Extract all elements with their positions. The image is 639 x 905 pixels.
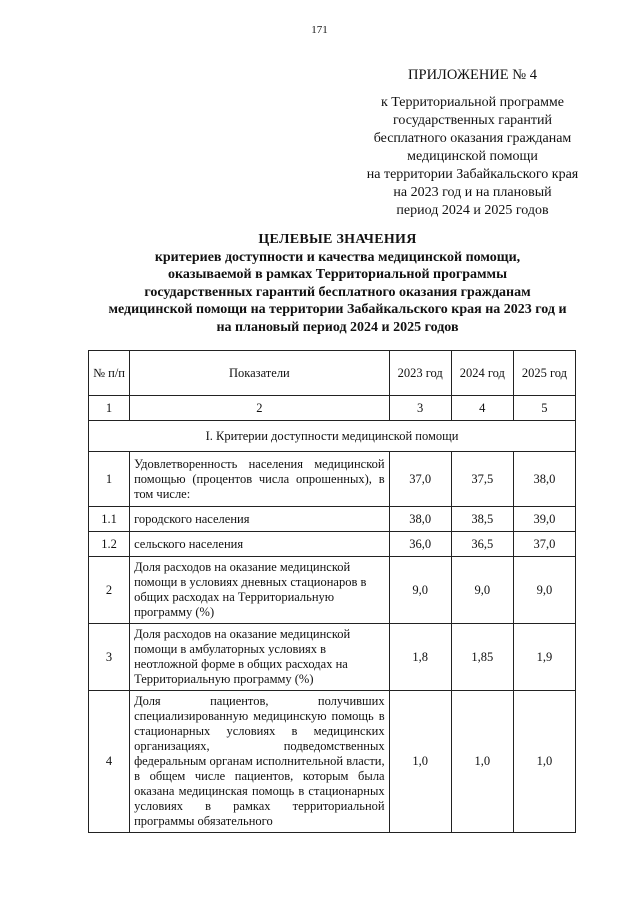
column-index: 2 [130, 396, 390, 421]
header-2024: 2024 год [451, 351, 513, 396]
document-title-line: государственных гарантий бесплатного оказания гражданам [144, 284, 531, 300]
appendix-line: государственных гарантий [393, 113, 552, 128]
appendix-block [340, 66, 605, 220]
table-row [89, 557, 576, 624]
table-row [89, 452, 576, 507]
row-value-2023: 38,0 [389, 507, 451, 532]
document-title-line: медицинской помощи на территории Забайкальского края на 2023 год и [108, 302, 567, 317]
appendix-line: к Территориальной программе [380, 95, 565, 110]
appendix-line: на территории Забайкальского края [366, 167, 579, 182]
document-title-line: критериев доступности и качества медицинской помощи, [154, 249, 521, 265]
appendix-line: период 2024 и 2025 годов [396, 203, 549, 218]
row-value-2024: 38,5 [451, 507, 513, 532]
header-2025: 2025 год [513, 351, 575, 396]
row-value-2025: 39,0 [513, 507, 575, 532]
header-indicator: Показатели [130, 351, 390, 396]
column-index: 1 [89, 396, 130, 421]
column-index-row [89, 396, 576, 421]
appendix-line: медицинской помощи [407, 149, 538, 164]
row-indicator: городского населения [130, 507, 390, 532]
table-row [89, 507, 576, 532]
section-title: I. Критерии доступности медицинской помощи [89, 421, 576, 452]
row-num: 2 [89, 557, 130, 624]
appendix-line: бесплатного оказания гражданам [373, 131, 572, 146]
row-value-2025: 37,0 [513, 532, 575, 557]
row-num: 1.2 [89, 532, 130, 557]
document-title-line: на плановый период 2024 и 2025 годов [216, 319, 459, 335]
table-row [89, 532, 576, 557]
row-value-2024: 1,0 [451, 691, 513, 833]
column-index: 5 [513, 396, 575, 421]
row-value-2023: 1,0 [389, 691, 451, 833]
row-indicator: сельского населения [130, 532, 390, 557]
section-row [89, 421, 576, 452]
column-index: 4 [451, 396, 513, 421]
row-value-2024: 36,5 [451, 532, 513, 557]
document-title-main: ЦЕЛЕВЫЕ ЗНАЧЕНИЯ [258, 232, 417, 247]
row-indicator: Удовлетворенность населения медицинской помощью (процентов числа опрошенных), в том числе: [130, 452, 390, 507]
column-index: 3 [389, 396, 451, 421]
row-value-2024: 9,0 [451, 557, 513, 624]
row-value-2025: 1,9 [513, 624, 575, 691]
document-title [70, 231, 605, 336]
header-2023: 2023 год [389, 351, 451, 396]
table-row [89, 691, 576, 833]
row-value-2024: 37,5 [451, 452, 513, 507]
row-indicator: Доля пациентов, получивших специализированную медицинскую помощь в стационарных условиях в медицинских организациях, подведомственных федеральным органам исполнительной власти, в общем числе пациентов, которым была оказана медицинская помощь в стационарных условиях в рамках территориальной программы обязательного [130, 691, 390, 833]
page-number: 171 [311, 24, 328, 36]
appendix-line: на 2023 год и на плановый [393, 185, 552, 200]
header-num: № п/п [89, 351, 130, 396]
row-value-2023: 36,0 [389, 532, 451, 557]
row-num: 3 [89, 624, 130, 691]
row-value-2025: 38,0 [513, 452, 575, 507]
table-row [89, 624, 576, 691]
document-title-line: оказываемой в рамках Территориальной программы [167, 267, 508, 282]
row-indicator: Доля расходов на оказание медицинской помощи в условиях дневных стационаров в общих расходах на Территориальную программу (%) [130, 557, 390, 624]
row-value-2023: 1,8 [389, 624, 451, 691]
row-value-2025: 9,0 [513, 557, 575, 624]
criteria-table [88, 350, 576, 833]
appendix-title: ПРИЛОЖЕНИЕ № 4 [408, 67, 537, 83]
row-value-2024: 1,85 [451, 624, 513, 691]
row-num: 4 [89, 691, 130, 833]
row-value-2023: 9,0 [389, 557, 451, 624]
row-value-2025: 1,0 [513, 691, 575, 833]
row-value-2023: 37,0 [389, 452, 451, 507]
row-indicator: Доля расходов на оказание медицинской помощи в амбулаторных условиях в неотложной форме в общих расходах на Территориальную программу (%) [130, 624, 390, 691]
table-header-row [89, 351, 576, 396]
row-num: 1 [89, 452, 130, 507]
row-num: 1.1 [89, 507, 130, 532]
